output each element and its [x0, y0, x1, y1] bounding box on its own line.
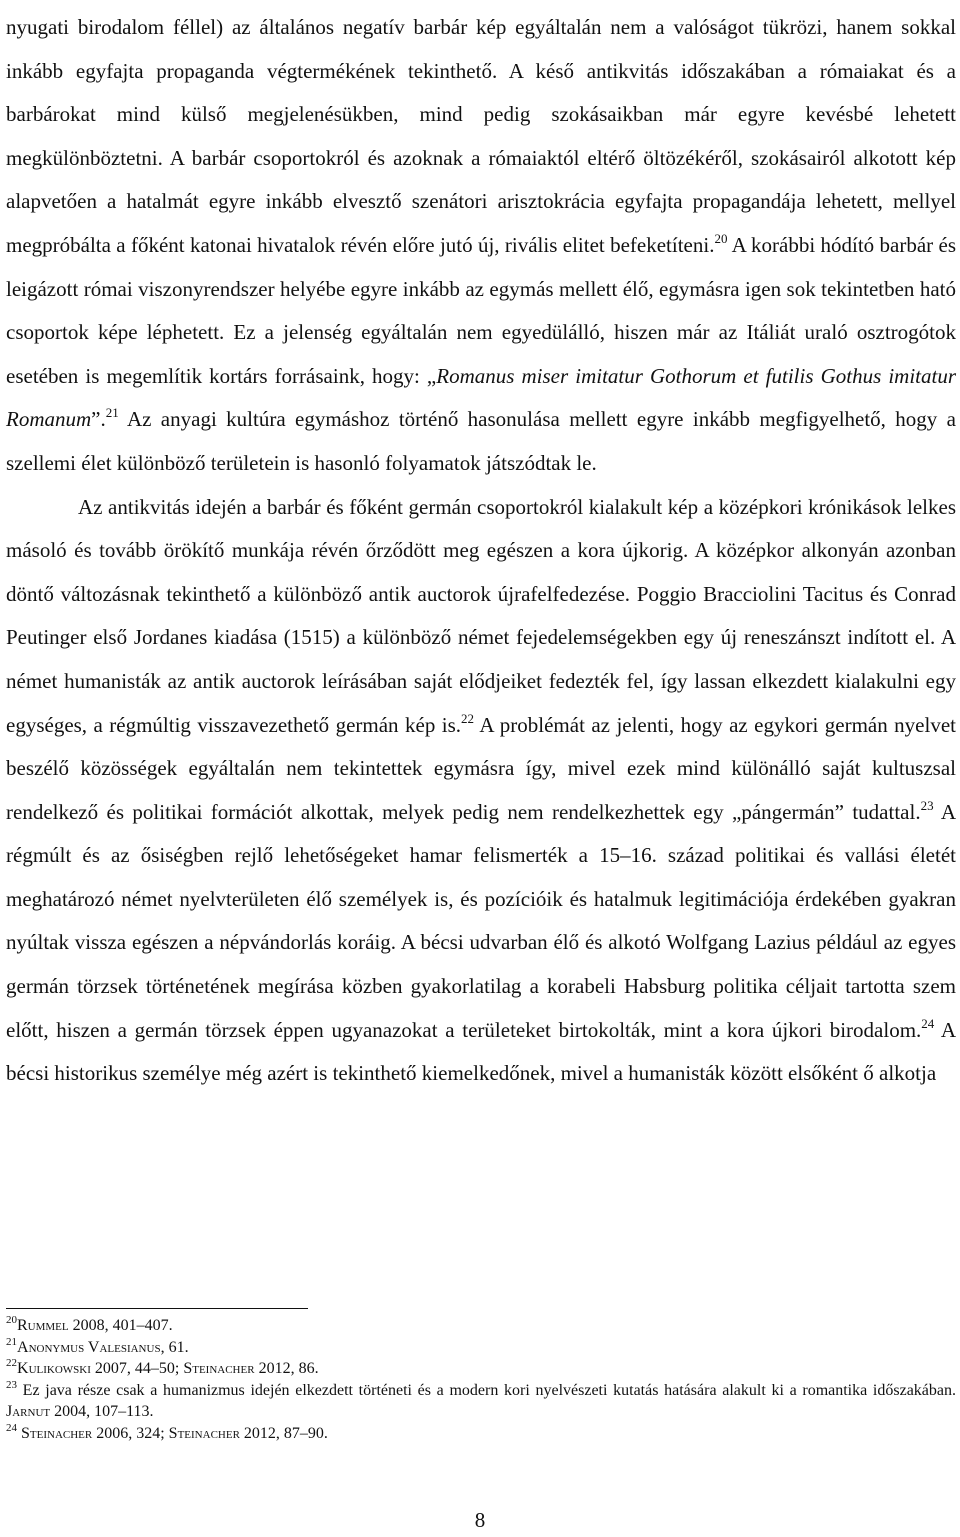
footnote-text-segment: teinacher [177, 1424, 240, 1442]
footnote-text-segment: 2012, 87–90. [239, 1424, 328, 1442]
page-body [6, 6, 956, 1096]
footnote-21 [6, 1337, 956, 1359]
paragraph-1 [6, 6, 956, 486]
footnote-ref-24[interactable]: 24 [921, 1015, 935, 1031]
footnote-text-segment: nonymus [28, 1338, 85, 1356]
footnote-text-segment: K [17, 1360, 29, 1377]
footnote-number: 24 [6, 1421, 17, 1434]
footnote-text-segment: 2006, 324; S [92, 1424, 178, 1442]
paragraph-1-text-a: nyugati birodalom féllel) az általános negatív barbár kép egyáltalán nem a valóságot tükrözi, hanem sokkal inkább egyfajta propaganda végtermékének tekinthető. A késő antikvitás időszakában a rómaiakat és a barbárokat mind külső megjelenésükben, mind pedig szokásaikban már egyre kevésbé lehetett megkülönböztetni. A barbár csoportokról és azoknak a rómaiaktól eltérő öltözékéről, szokásairól alkotott kép alapvetően a hatalmát egyre inkább elvesztő szenátori arisztokrácia egyfajta propagandája lehetett, mellyel megpróbálta a főként katonai hivatalok révén előre jutó új, rivális elitet befeketíteni. [6, 15, 956, 257]
footnote-text-segment: ummel [27, 1317, 69, 1334]
footnote-text-segment: ulikowski [28, 1360, 91, 1377]
footnote-text-segment: 2007, 44–50; S [90, 1360, 193, 1377]
footnotes-section [6, 1308, 956, 1444]
footnote-text-segment: V [84, 1338, 100, 1356]
footnote-ref-22[interactable]: 22 [461, 710, 475, 726]
footnote-text-segment: 2012, 86. [254, 1360, 319, 1377]
paragraph-1-text-b: A korábbi hódító barbár és leigázott római viszonyrendszer helyébe egyre inkább az egymás mellett élő, egymásra igen sok tekintetben ható csoportok képe léphetett. Ez a jelenség egyáltalán nem egyedülálló, hiszen már az Itáliát uraló osztrogótok esetében is megemlítik kortárs forrásaink, hogy: „ [6, 232, 956, 388]
footnote-list [6, 1315, 956, 1444]
footnote-text-segment: arnut [12, 1403, 51, 1420]
footnote-number: 22 [6, 1357, 17, 1369]
paragraph-2-text-a: Az antikvitás idején a barbár és főként germán csoportokról kialakult kép a középkori krónikások lelkes másoló és tovább örökítő munkája révén őrződött meg egészen a kora újkorig. A középkor alkonyán azonban döntő változásnak tekinthető a különböző antik auctorok újrafelfedezése. Poggio Bracciolini Tacitus és Conrad Peutinger első Jordanes kiadása (1515) a különböző német fejedelemségekben egy új reneszánszt indított el. A német humanisták az antik auctorok leírásában saját elődjeiket fedezték fel, így lassan elkezdett kialakulni egy egységes, a régmúltig visszavezethető germán kép is. [6, 494, 956, 737]
footnote-text-segment: teinacher [29, 1424, 93, 1442]
footnote-number: 20 [6, 1314, 17, 1326]
footnote-text-segment: Ez java része csak a humanizmus idején elkezdett történeti és a modern kori nyelvészeti kutatás hatására alakult ki a romantika időszakában. J [6, 1381, 956, 1420]
footnote-text-segment: 2004, 107–113. [50, 1403, 154, 1420]
footnote-number: 23 [6, 1378, 17, 1391]
footnote-22 [6, 1358, 956, 1380]
footnote-ref-23[interactable]: 23 [920, 797, 934, 813]
paragraph-2 [6, 486, 956, 1096]
paragraph-2-text-b: A problémát az jelenti, hogy az egykori germán nyelvet beszélő közösségek egyáltalán nem tekintettek egymásra így, mivel ezek mind különálló saját kultuszsal rendelkező és politikai formációt alkottak, melyek pedig nem rendelkezhettek egy „pángermán” tudattal. [6, 712, 956, 824]
footnote-20 [6, 1315, 956, 1337]
footnote-text-segment: A [17, 1338, 29, 1356]
paragraph-1-text-d: Az anyagi kultúra egymáshoz történő hasonulása mellett egyre inkább megfigyelhető, hogy a szellemi élet különböző területein is hasonló folyamatok játszódtak le. [6, 407, 956, 475]
footnote-text-segment: alesianus [99, 1338, 161, 1356]
footnote-text-segment: R [17, 1317, 28, 1334]
paragraph-2-text-c: A régmúlt és az ősiségben rejlő lehetőségeket hamar felismerték a 15–16. század politikai és vallási életét meghatározó német nyelvterületen élő személyek is, és pozícióik és hatalmuk legitimációja érdekében gyakran nyúltak vissza egészen a népvándorlás koráig. A bécsi udvarban élő és alkotó Wolfgang Lazius például az egyes germán törzsek történetének megírása közben gyakorlatilag a korabeli Habsburg politika céljait tartotta szem előtt, hiszen a germán törzsek éppen ugyanazokat a területeket birtokolták, mint a kora újkori birodalom. [6, 799, 956, 1042]
paragraph-2-text-d: A bécsi historikus személye még azért is tekinthető kiemelkedőnek, mivel a humanisták között elsőként ő alkotja [6, 1017, 956, 1086]
page-number: 8 [474, 1508, 486, 1532]
footnote-divider [6, 1308, 308, 1309]
footnote-ref-21[interactable]: 21 [105, 405, 119, 421]
footnote-text-segment: teinacher [192, 1360, 255, 1377]
footnote-text-segment: 2008, 401–407. [68, 1317, 173, 1334]
latin-quote: Romanus miser imitatur Gothorum et futilis Gothus imitatur Romanum [6, 363, 956, 432]
footnote-text-segment: , 61. [160, 1338, 189, 1356]
paragraph-1-text-c: ”. [91, 407, 106, 432]
footnote-ref-20[interactable]: 20 [714, 230, 728, 246]
footnote-24 [6, 1423, 956, 1445]
footnote-23 [6, 1380, 956, 1423]
footnote-number: 21 [6, 1335, 17, 1348]
footnote-text-segment: S [17, 1424, 30, 1442]
